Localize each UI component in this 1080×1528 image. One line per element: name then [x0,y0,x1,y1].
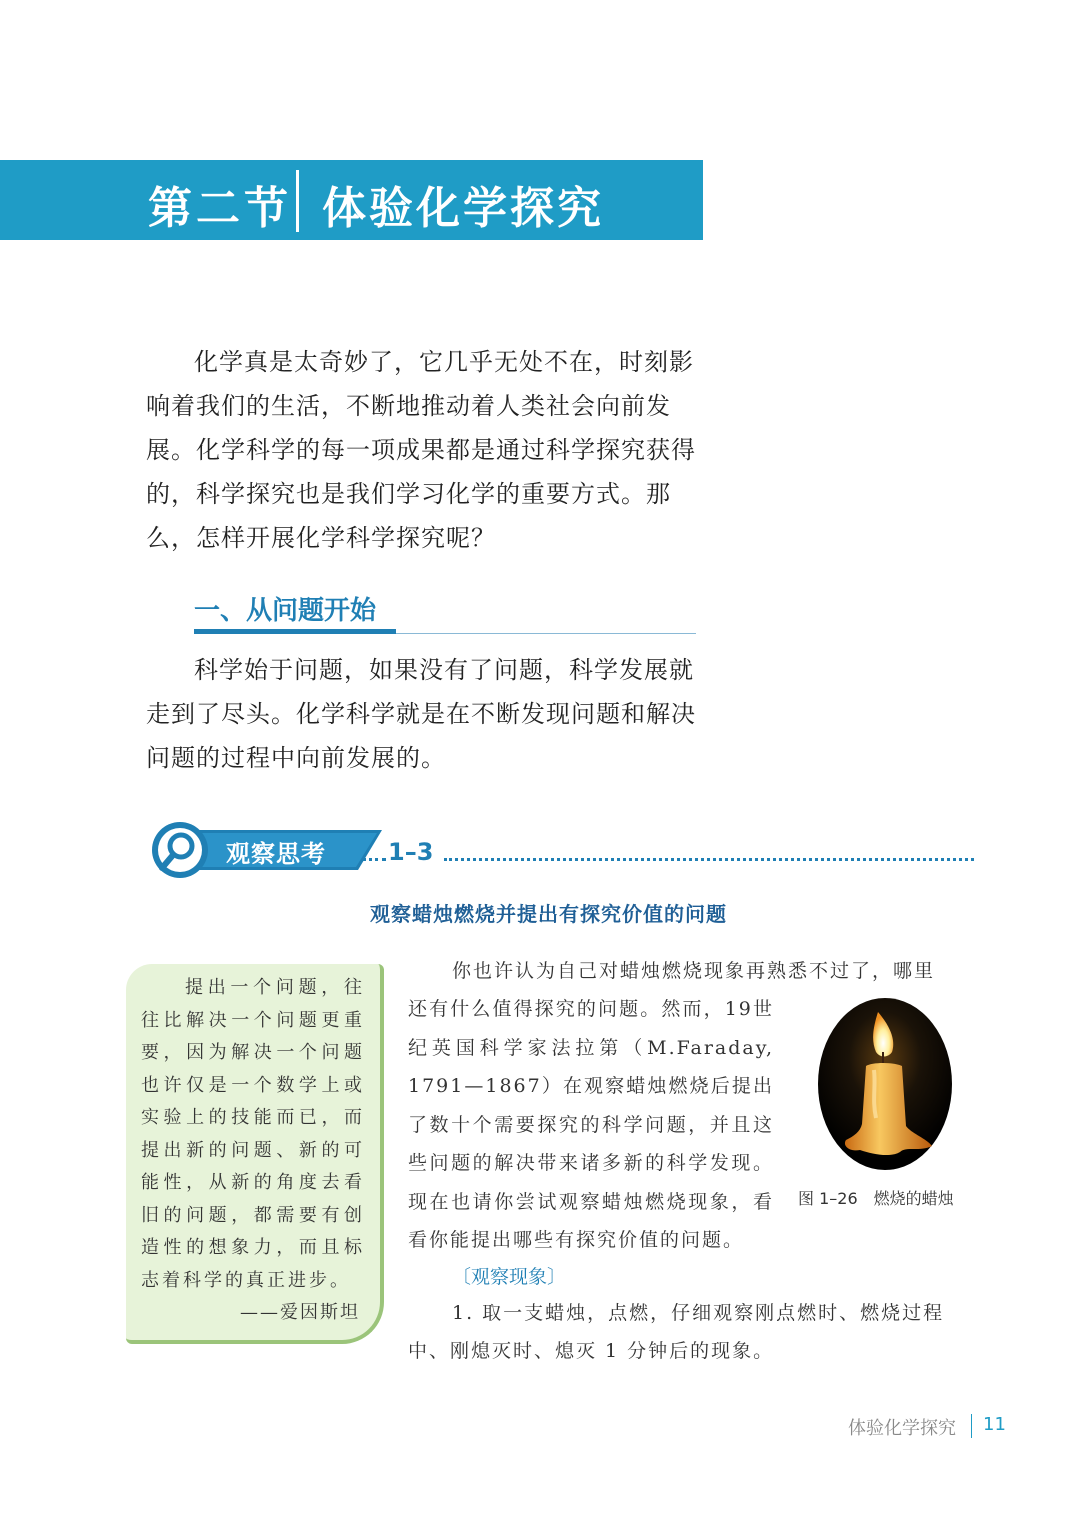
dotted-rule-right [444,858,974,861]
burning-candle-image [816,996,954,1172]
activity-body: 还有什么值得探究的问题。然而，19世纪英国科学家法拉第（M.Faraday, 1791—1867）在观察蜡烛燃烧后提出了数十个需要探究的科学问题，并且这些问题的解决带来诸多新的科学发现。现在也请你尝试观察蜡烛燃烧现象，看看你能提出哪些有探究价值的问题。 [408,998,774,1251]
section-divider [296,170,299,232]
body-paragraph: 科学始于问题，如果没有了问题，科学发展就走到了尽头。化学科学就是在不断发现问题和解决问题的过程中向前发展的。 [146,656,696,772]
section-banner [0,160,703,240]
step-1: 1. 取一支蜡烛，点燃，仔细观察刚点燃时、燃烧过程中、刚熄灭时、熄灭 1 分钟后的现象。 [408,1302,945,1362]
observe-think-label: 观察思考 [226,840,326,868]
observe-phenomenon-label: 〔观察现象〕 [452,1266,567,1288]
heading-underline-accent [194,629,396,634]
footer-separator [971,1414,972,1438]
activity-first-line: 你也许认为自己对蜡烛燃烧现象再熟悉不过了，哪里 [452,960,936,982]
subsection-heading: 一、从问题开始 [194,596,377,626]
quote-author: ——爱因斯坦 [240,1302,360,1323]
figure-caption: 图 1–26 燃烧的蜡烛 [798,1189,954,1208]
activity-title: 观察蜡烛燃烧并提出有探究价值的问题 [370,902,727,926]
intro-paragraph: 化学真是太奇妙了，它几乎无处不在，时刻影响着我们的生活，不断地推动着人类社会向前发展。化学科学的每一项成果都是通过科学探究获得的，科学探究也是我们学习化学的重要方式。那么，怎样开展化学科学探究呢？ [146,348,696,552]
quote-text: 提出一个问题，往往比解决一个问题更重要，因为解决一个问题也许仅是一个数学上或实验上的技能而已，而提出新的问题、新的可能性，从新的角度去看旧的问题，都需要有创造性的想象力，而且标志着科学的真正进步。 [141,977,365,1291]
section-title: 体验化学探究 [322,183,604,234]
footer-chapter: 体验化学探究 [848,1418,956,1439]
page-number: 11 [983,1414,1006,1435]
activity-number: 1–3 [388,838,434,866]
dotted-rule-left [362,858,386,861]
section-number: 第二节 [148,183,292,234]
